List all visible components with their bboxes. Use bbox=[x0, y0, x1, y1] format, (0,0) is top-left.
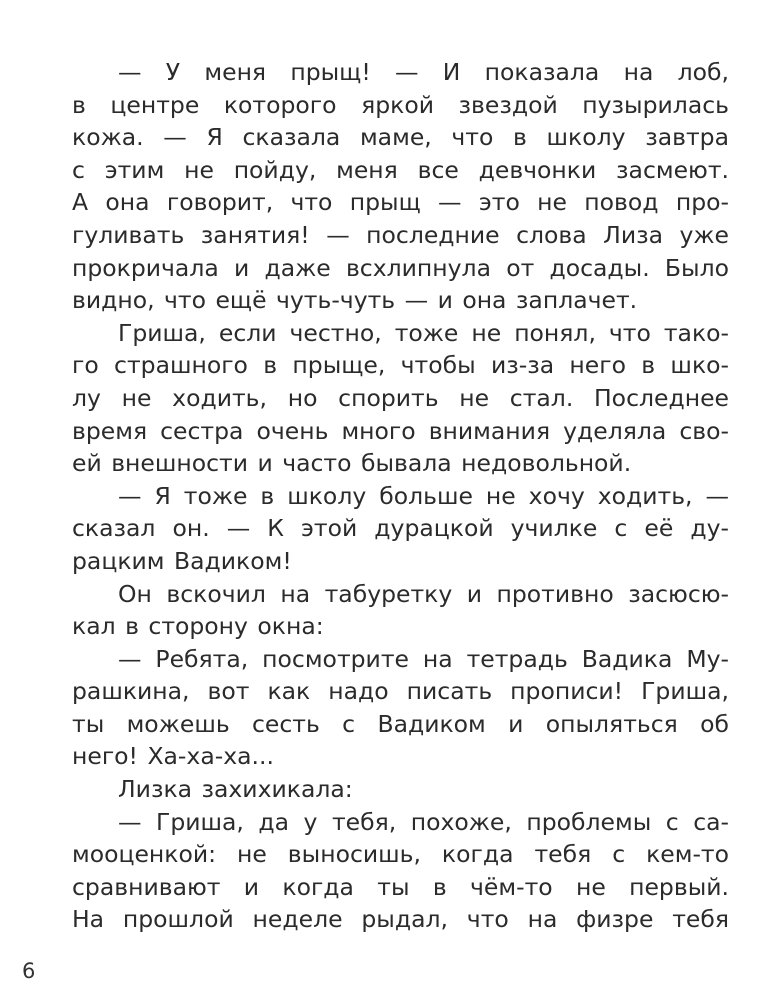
text-line: видно, что ещё чуть-чуть — и она заплачет. bbox=[72, 286, 638, 315]
text-line: Он вскочил на табуретку и противно засюсю- bbox=[118, 579, 729, 608]
text-line: сказал он. — К этой дурацкой училке с её ду- bbox=[72, 514, 729, 543]
text-line: ей внешности и часто бывала недовольной. bbox=[72, 449, 632, 478]
text-line: рашкина, вот как надо писать прописи! Гриша, bbox=[72, 677, 729, 706]
body-text bbox=[72, 56, 729, 936]
text-line: рацким Вадиком! bbox=[72, 546, 292, 575]
text-line: прокричала и даже всхлипнула от досады. Было bbox=[72, 253, 729, 282]
text-line: — Ребята, посмотрите на тетрадь Вадика Му- bbox=[118, 644, 729, 673]
text-line: лу не ходить, но спорить не стал. Последнее bbox=[72, 383, 729, 412]
text-line: время сестра очень много внимания уделяла сво- bbox=[72, 416, 729, 445]
text-line: — Я тоже в школу больше не хочу ходить, — bbox=[118, 481, 729, 510]
text-line: кал в сторону окна: bbox=[72, 612, 324, 641]
text-line: кожа. — Я сказала маме, что в школу завтра bbox=[72, 123, 729, 152]
text-line: го страшного в прыще, чтобы из-за него в шко- bbox=[72, 351, 729, 380]
text-line: — У меня прыщ! — И показала на лоб, bbox=[118, 58, 729, 86]
text-line: него! Ха-ха-ха... bbox=[72, 742, 274, 771]
text-line: На прошлой неделе рыдал, что на физре тебя bbox=[72, 905, 729, 934]
text-line: мооценкой: не выносишь, когда тебя с кем-то bbox=[72, 840, 729, 869]
text-line: — Гриша, да у тебя, похоже, проблемы с са- bbox=[118, 807, 729, 836]
text-line: ты можешь сесть с Вадиком и опыляться об bbox=[72, 709, 729, 738]
text-line: с этим не пойду, меня все девчонки засмеют. bbox=[72, 155, 729, 184]
text-line: Гриша, если честно, тоже не понял, что тако- bbox=[118, 318, 729, 347]
text-line: сравнивают и когда ты в чём-то не первый. bbox=[72, 872, 729, 901]
text-line: гуливать занятия! — последние слова Лиза уже bbox=[72, 220, 729, 249]
text-line: А она говорит, что прыщ — это не повод про- bbox=[72, 188, 729, 217]
page-number: 6 bbox=[22, 959, 36, 983]
text-line: Лизка захихикала: bbox=[118, 775, 353, 804]
text-line: в центре которого яркой звездой пузырилась bbox=[72, 90, 729, 119]
